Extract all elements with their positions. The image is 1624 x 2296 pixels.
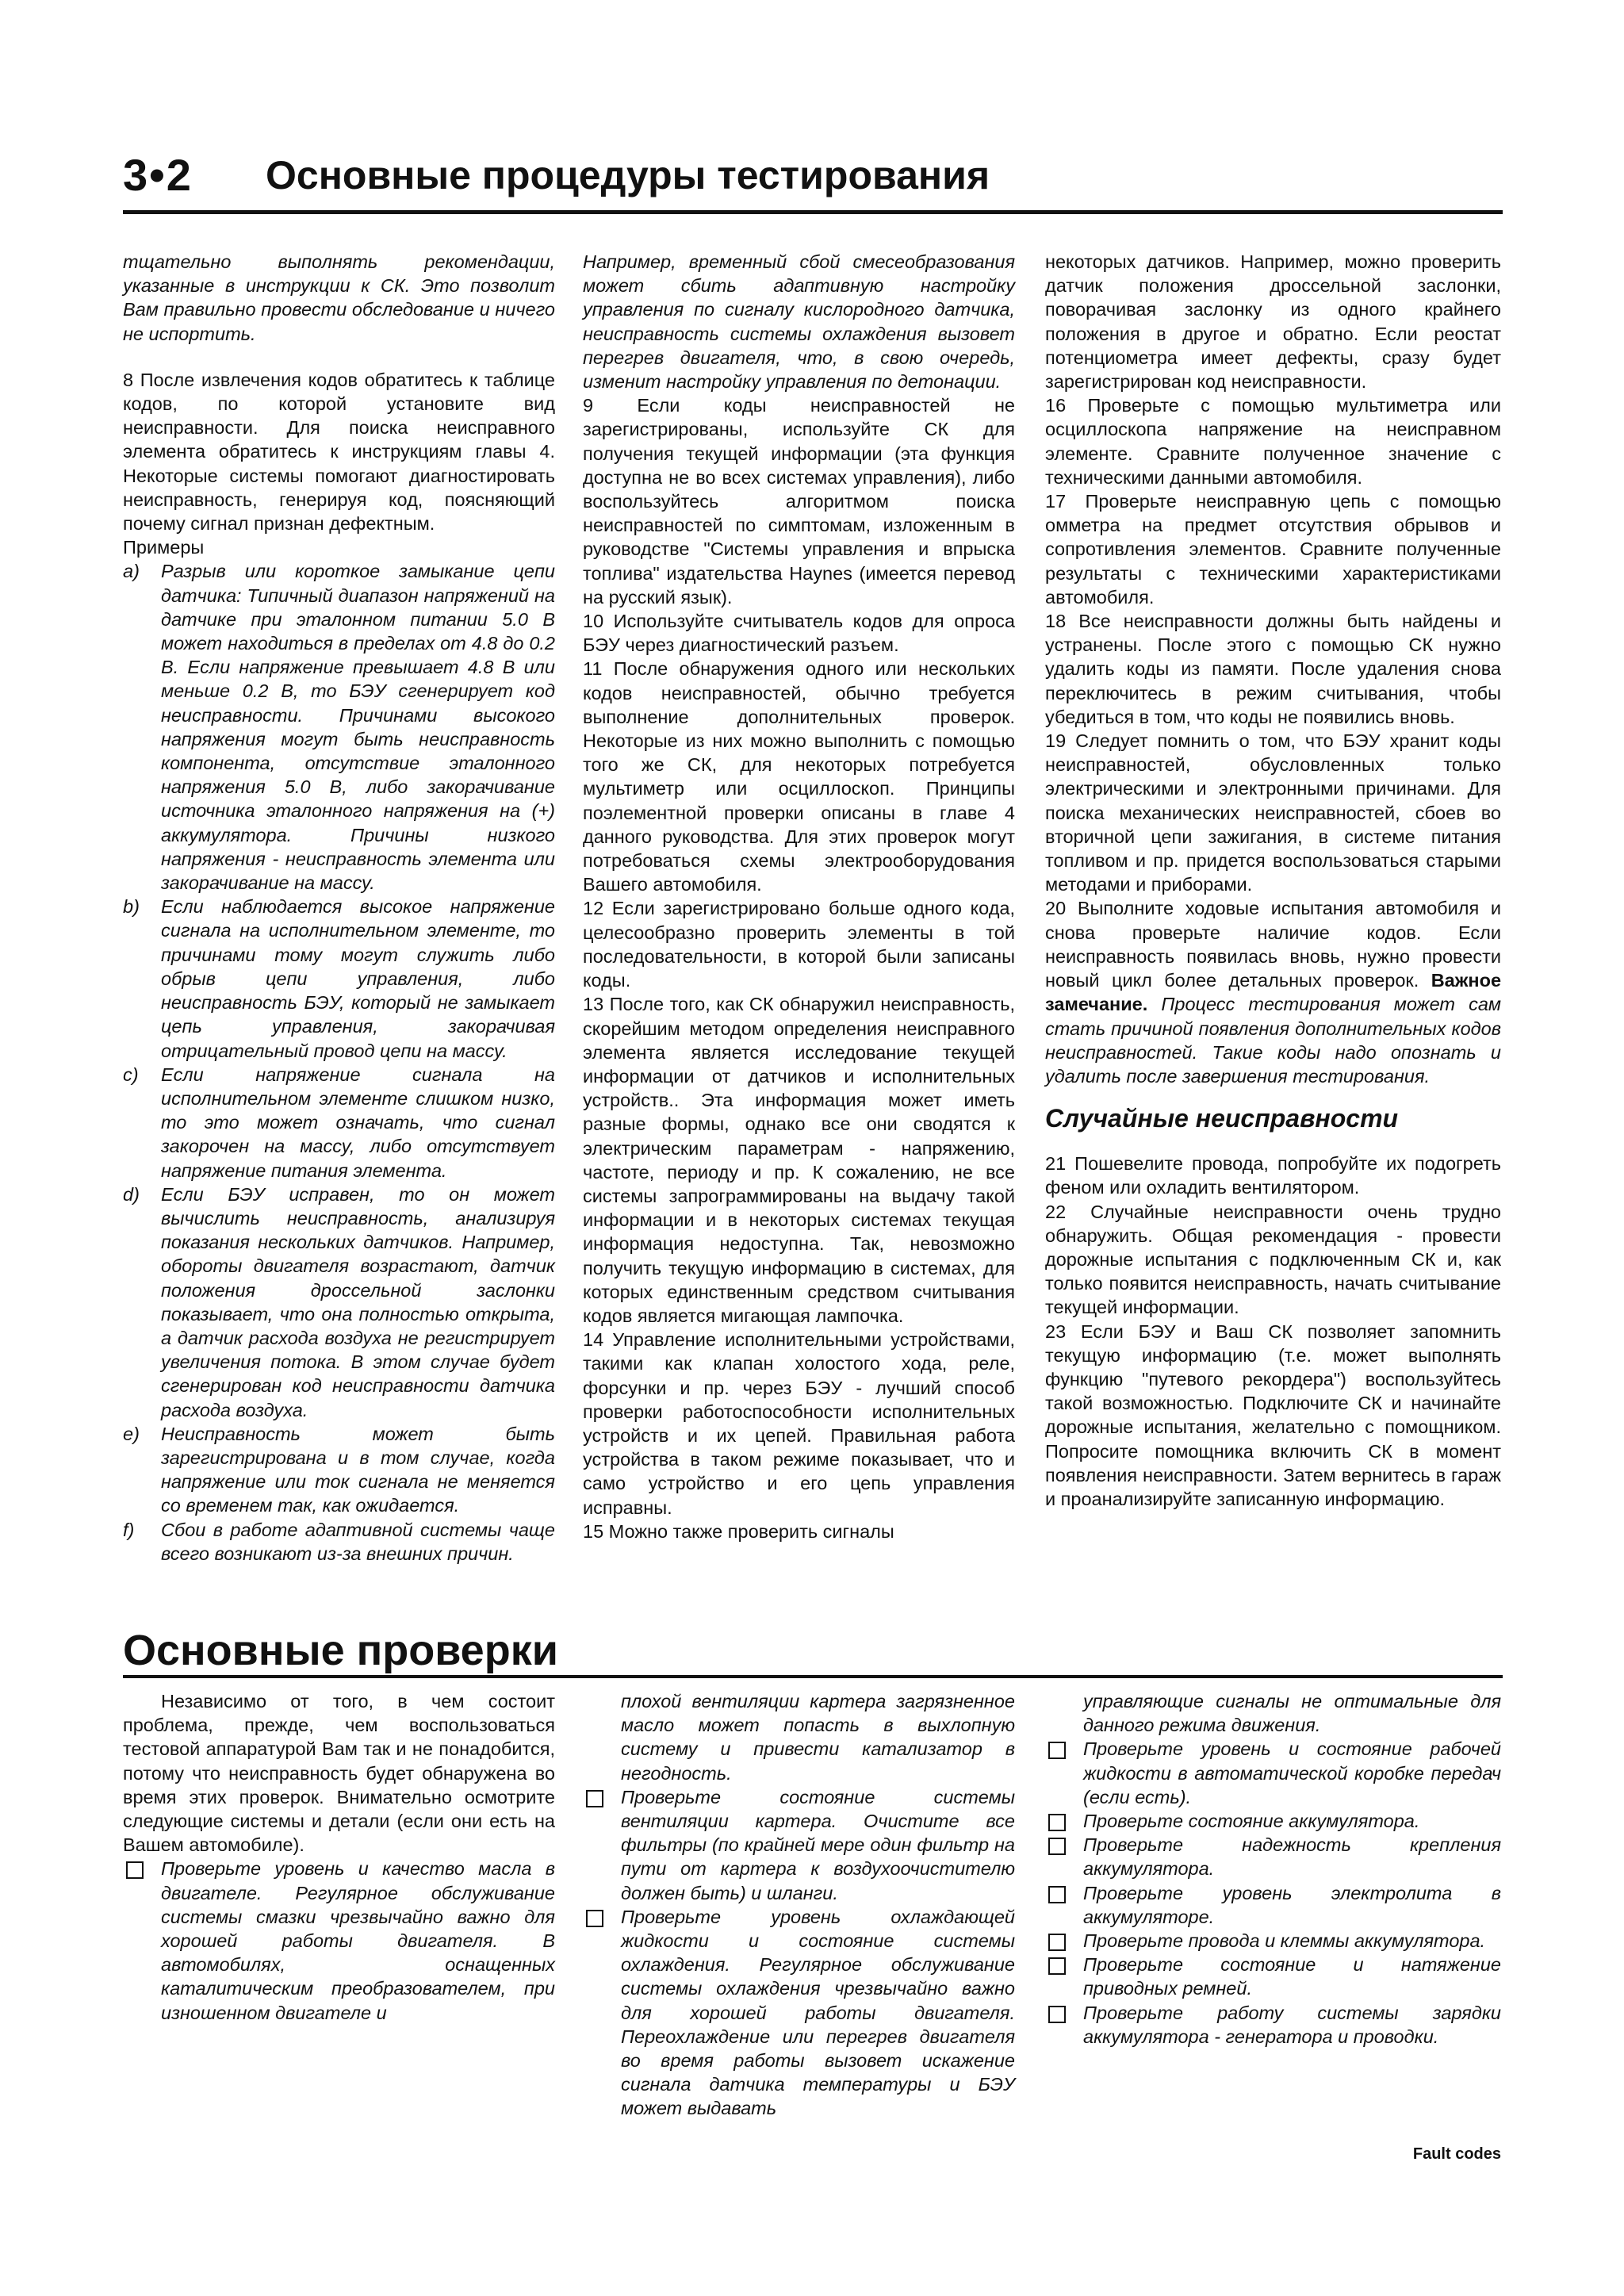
checklist-continuation: плохой вентиляции картера загрязненное масло может попасть в выхлопную систему и привести катализатор в негодность. xyxy=(621,1691,1015,1784)
example-e xyxy=(123,1422,555,1518)
example-e-text: Неисправность может быть зарегистрирована и в том случае, когда напряжение или ток сигнала не меняется со временем так, как ожидается. xyxy=(161,1423,555,1516)
checkbox-icon[interactable] xyxy=(1048,1814,1066,1831)
checklist-item-4-text: Проверьте уровень и состояние рабочей жидкости в автоматической коробке передач (если есть). xyxy=(1083,1738,1501,1807)
example-f-label: f) xyxy=(123,1519,135,1540)
checklist-item-10-text: Проверьте работу системы зарядки аккумулятора - генератора и проводки. xyxy=(1083,2002,1501,2047)
example-f xyxy=(123,1518,555,1566)
example-d-label: d) xyxy=(123,1183,140,1205)
paragraph-12: 12 Если зарегистрировано больше одного кода, целесообразно проверить элементы в той последовательности, в которой были записаны коды. xyxy=(583,898,1015,991)
section-rule xyxy=(123,1675,1503,1678)
top-column-3 xyxy=(1045,250,1501,1511)
important-note-label: Важное замечание. xyxy=(1045,970,1502,1015)
checkbox-icon[interactable] xyxy=(1048,1957,1066,1975)
checkbox-icon[interactable] xyxy=(1048,2006,1066,2023)
top-column-1 xyxy=(123,250,555,1566)
examples-label: Примеры xyxy=(123,537,205,558)
checklist-item-6 xyxy=(1045,1833,1501,1880)
example-b xyxy=(123,895,555,1062)
checklist-item-2 xyxy=(583,1785,1015,1905)
example-e-label: e) xyxy=(123,1423,140,1444)
checkbox-icon[interactable] xyxy=(126,1861,144,1879)
footer-label: Fault codes xyxy=(1412,2145,1501,2163)
checkbox-icon[interactable] xyxy=(586,1790,603,1807)
bottom-column-1 xyxy=(123,1689,555,2025)
example-a-label: a) xyxy=(123,561,140,582)
paragraph-15: 15 Можно также проверить сигналы xyxy=(583,1520,894,1542)
paragraph-10: 10 Используйте считыватель кодов для опроса БЭУ через диагностический разъем. xyxy=(583,611,1015,656)
example-b-label: b) xyxy=(123,896,140,918)
checklist-continuation: управляющие сигналы не оптимальные для данного режима движения. xyxy=(1083,1691,1501,1736)
checklist-item-9 xyxy=(1045,1953,1501,2000)
example-d-text: Если БЭУ исправен, то он может вычислить неисправность, анализируя показания нескольких датчиков. Например, обороты двигателя возрастают, датчик положения дроссельной заслонки показывает, что она полностью открыта, а датчик расхода воздуха не регистрирует увеличения потока. В этом случае будет сгенерирован код неисправности датчика расхода воздуха. xyxy=(161,1183,555,1420)
paragraph-20-text: 20 Выполните ходовые испытания автомобиля и снова проверьте наличие кодов. Если неисправность появилась вновь, нужно провести новый цикл более детальных проверок. xyxy=(1045,898,1501,991)
example-c-label: c) xyxy=(123,1064,139,1085)
checklist-item-8-text: Проверьте провода и клеммы аккумулятора. xyxy=(1083,1930,1486,1952)
paragraph-20 xyxy=(1045,896,1501,1088)
page-title: Основные процедуры тестирования xyxy=(266,153,990,197)
bottom-column-3 xyxy=(1045,1689,1501,2049)
checklist-item-1 xyxy=(123,1857,555,2024)
checklist-item-9-text: Проверьте состояние и натяжение приводных ремней. xyxy=(1083,1954,1501,1999)
checklist-item-2-text: Проверьте состояние системы вентиляции картера. Очистите все фильтры (по крайней мере один фильтр на пути от картера к воздухоочистителю должен быть) и шланги. xyxy=(621,1786,1015,1903)
paragraph-continued: некоторых датчиков. Например, можно проверить датчик положения дроссельной заслонки, поворачивая заслонку из одного крайнего положения в другое и обратно. Если реостат потенциометра имеет дефекты, сразу будет зарегистрирован код неисправности. xyxy=(1045,251,1501,393)
header-rule xyxy=(123,210,1503,214)
example-c-text: Если напряжение сигнала на исполнительном элементе слишком низко, то это может означать, что сигнал закорочен на массу, либо отсутствует напряжение питания элемента. xyxy=(161,1064,555,1181)
example-a-text: Разрыв или короткое замыкание цепи датчика: Типичный диапазон напряжений на датчике при эталонном питании 5.0 В может находиться в пределах от 4.8 до 0.2 В. Если напряжение превышает 4.8 В или меньше 0.2 В, то БЭУ сгенерирует код неисправности. Причинами высокого напряжения могут быть неисправность компонента, отсутствие эталонного напряжения 5.0 В, либо закорачивание источника эталонного напряжения на (+) аккумулятора. Причины низкого напряжения - неисправность элемента или закорачивание на массу. xyxy=(161,561,555,894)
example-f-text: Сбои в работе адаптивной системы чаще всего возникают из-за внешних причин. xyxy=(161,1519,555,1564)
checklist-item-7-text: Проверьте уровень электролита в аккумуляторе. xyxy=(1083,1882,1501,1927)
checkbox-icon[interactable] xyxy=(1048,1934,1066,1951)
paragraph-8: 8 После извлечения кодов обратитесь к таблице кодов, по которой установите вид неисправности. Для поиска неисправного элемента обратитесь к инструкциям главы 4. Некоторые системы помогают диагностировать неисправность, генерируя код, поясняющий почему сигнал признан дефектным. xyxy=(123,369,555,535)
paragraph-intro: тщательно выполнять рекомендации, указанные в инструкции к СК. Это позволит Вам правильно провести обследование и ничего не испортить. xyxy=(123,251,555,344)
paragraph-11: 11 После обнаружения одного или нескольких кодов неисправностей, обычно требуется выполнение дополнительных проверок. Некоторые из них можно выполнить с помощью того же СК, для некоторых потребуется мультиметр или осциллоскоп. Принципы поэлементной проверки описаны в главе 4 данного руководства. Для этих проверок могут потребоваться схемы электрооборудования Вашего автомобиля. xyxy=(583,658,1015,895)
page-number: 3•2 xyxy=(123,150,193,200)
checklist-item-3-text: Проверьте уровень охлаждающей жидкости и состояние системы охлаждения. Регулярное обслуживание системы охлаждения чрезвычайно важно для хорошей работы двигателя. Переохлаждение или перегрев двигателя во время работы вызовет искажение сигнала датчика температуры и БЭУ может выдавать xyxy=(621,1906,1015,2119)
checkbox-icon[interactable] xyxy=(1048,1742,1066,1759)
paragraph-19: 19 Следует помнить о том, что БЭУ хранит коды неисправностей, обусловленных только электрическими и электронными причинами. Для поиска механических неисправностей, сбоев во вторичной цепи зажигания, в системе питания топливом и пр. придется воспользоваться старыми методами и приборами. xyxy=(1045,730,1501,895)
bottom-column-2 xyxy=(583,1689,1015,2121)
paragraph-21: 21 Пошевелите провода, попробуйте их подогреть феном или охладить вентилятором. xyxy=(1045,1153,1501,1198)
paragraph-14: 14 Управление исполнительными устройствами, такими как клапан холостого хода, реле, форсунки и пр. через БЭУ - лучший способ проверки работоспособности исполнительных устройств и их цепей. Правильная работа устройства в таком режиме показывает, что и само устройство и его цепь управления исправны. xyxy=(583,1329,1015,1518)
section-title: Основные проверки xyxy=(123,1627,558,1674)
example-c xyxy=(123,1063,555,1182)
checkbox-icon[interactable] xyxy=(1048,1838,1066,1855)
checklist-item-5-text: Проверьте состояние аккумулятора. xyxy=(1083,1811,1420,1832)
checklist-item-8 xyxy=(1045,1929,1501,1953)
subheading-random-faults: Случайные неисправности xyxy=(1045,1104,1399,1133)
checkbox-icon[interactable] xyxy=(586,1910,603,1927)
paragraph-16: 16 Проверьте с помощью мультиметра или осциллоскопа напряжение на неисправном элементе. Сравните полученное значение с техническими данными автомобиля. xyxy=(1045,395,1501,488)
paragraph-example-italic: Например, временный сбой смесеобразования может сбить адаптивную настройку управления по сигналу кислородного датчика, неисправность системы охлаждения вызовет перегрев двигателя, что, в свою очередь, изменит настройку управления по детонации. xyxy=(583,251,1015,393)
checklist-item-4 xyxy=(1045,1737,1501,1809)
page-header xyxy=(123,149,1503,205)
example-b-text: Если наблюдается высокое напряжение сигнала на исполнительном элементе, то причинами тому могут служить либо обрыв цепи управления, либо неисправность БЭУ, который не замыкает цепь управления, закорачивая отрицательный провод цепи на массу. xyxy=(161,896,555,1061)
checklist-item-5 xyxy=(1045,1809,1501,1833)
checklist-item-10 xyxy=(1045,2001,1501,2049)
paragraph-18: 18 Все неисправности должны быть найдены и устранены. После этого с помощью СК нужно удалить коды из памяти. После удаления снова переключитесь в режим считывания, чтобы убедиться в том, что коды не появились вновь. xyxy=(1045,611,1501,727)
top-column-2 xyxy=(583,250,1015,1543)
checklist-item-1-text: Проверьте уровень и качество масла в двигателе. Регулярное обслуживание системы смазки чрезвычайно важно для хорошей работы двигателя. В автомобилях, оснащенных каталитическим преобразователем, при изношенном двигателе и xyxy=(161,1858,555,2023)
checks-intro: Независимо от того, в чем состоит проблема, прежде, чем воспользоваться тестовой аппаратурой Вам так и не понадобится, потому что неисправность будет обнаружена во время этих проверок. Внимательно осмотрите следующие системы и детали (если они есть на Вашем автомобиле). xyxy=(123,1691,555,1856)
checklist-item-3 xyxy=(583,1905,1015,2121)
example-d xyxy=(123,1182,555,1422)
important-note-text: Процесс тестирования может сам стать причиной появления дополнительных кодов неисправностей. Такие коды надо опознать и удалить после завершения тестирования. xyxy=(1045,994,1502,1087)
paragraph-23: 23 Если БЭУ и Ваш СК позволяет запомнить текущую информацию (т.е. может выполнять функцию "путевого рекордера") воспользуйтесь такой возможностью. Подключите СК и начинайте дорожные испытания, желательно с помощником. Попросите помощника включить СК в момент появления неисправности. Затем вернитесь в гараж и проанализируйте записанную информацию. xyxy=(1045,1320,1501,1509)
paragraph-13: 13 После того, как СК обнаружил неисправность, скорейшим методом определения неисправного элемента является исследование текущей информации от датчиков и исполнительных устройств.. Эта информация может иметь разные формы, однако все они сводятся к электрическим параметрам - напряжению, частоте, периоду и пр. К сожалению, не все системы запрограммированы на выдачу такой информации и в некоторых системах текущая информация недоступна. Так, невозможно получить текущую информацию в системах, для которых единственным средством считывания кодов является мигающая лампочка. xyxy=(583,994,1015,1326)
paragraph-22: 22 Случайные неисправности очень трудно обнаружить. Общая рекомендация - провести дорожные испытания с подключенным СК и, как только появится неисправность, начать считывание текущей информации. xyxy=(1045,1201,1501,1318)
checklist-item-6-text: Проверьте надежность крепления аккумулятора. xyxy=(1083,1834,1501,1880)
checklist-item-7 xyxy=(1045,1881,1501,1929)
checkbox-icon[interactable] xyxy=(1048,1886,1066,1903)
paragraph-9: 9 Если коды неисправностей не зарегистрированы, используйте СК для получения текущей информации (эта функция доступна не во всех системах управления), либо воспользуйтесь алгоритмом поиска неисправностей по симптомам, изложенным в руководстве "Системы управления и впрыска топлива" издательства Haynes (имеется перевод на русский язык). xyxy=(583,395,1015,608)
example-a xyxy=(123,559,555,895)
paragraph-17: 17 Проверьте неисправную цепь с помощью омметра на предмет отсутствия обрывов и сопротивления элементов. Сравните полученные результаты с техническими характеристиками автомобиля. xyxy=(1045,491,1501,608)
